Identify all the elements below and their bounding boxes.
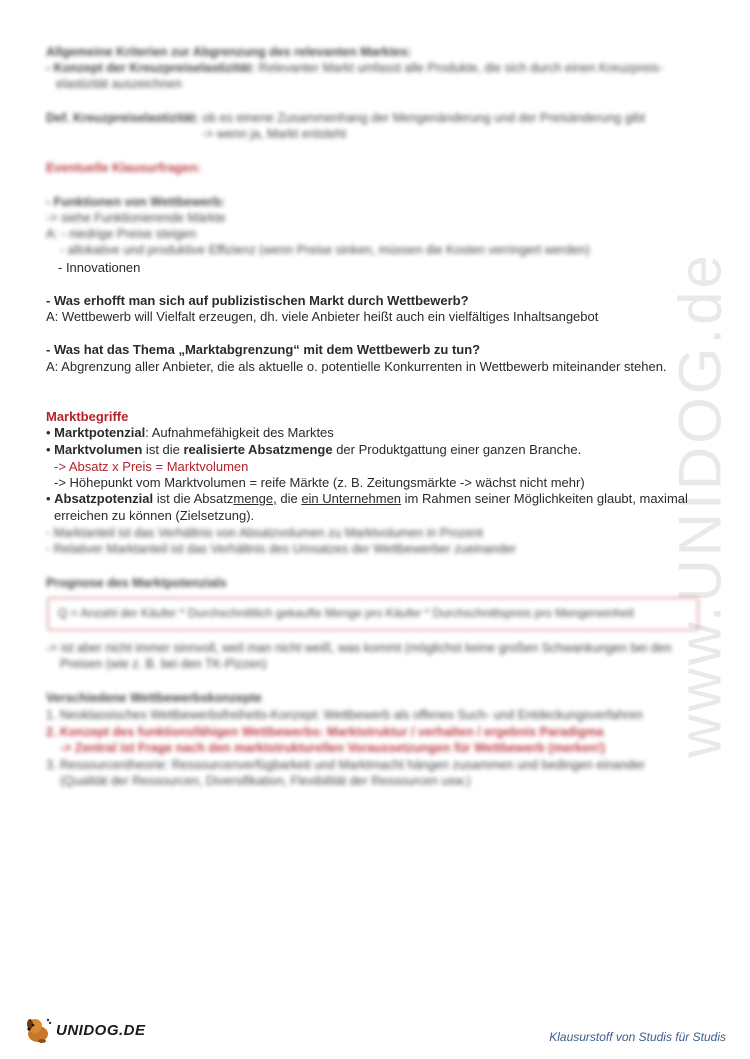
- unidog-logo[interactable]: [22, 1014, 146, 1046]
- dog-icon: [22, 1014, 54, 1046]
- def-line: [46, 110, 645, 126]
- bullet: •: [46, 442, 55, 457]
- concept-2b: -> Zentral ist Frage nach den marktstrukturellen Voraussetzungen für Wettbewerb (merken!): [60, 741, 606, 755]
- prognose-heading: Prognose des Marktpotenzials: [46, 576, 227, 590]
- section-marktbegriffe: Marktbegriffe: [46, 409, 129, 424]
- ap-c: im Rahmen seiner Möglichkeiten glaubt, maximal: [401, 491, 688, 506]
- bullet: •: [46, 425, 55, 440]
- concept-line: [46, 60, 663, 76]
- criteria-heading: Allgemeine Kriterien zur Abgrenzung des relevanten Marktes:: [46, 45, 412, 59]
- mv-formula: -> Absatz x Preis = Marktvolumen: [54, 459, 249, 474]
- ap-u2: ein Unternehmen: [301, 491, 402, 506]
- marktanteil-line: - Marktanteil ist das Verhältnis von Absatzvolumen zu Marktvolumen in Prozent: [46, 526, 484, 540]
- def-text: ob es einene Zusammenhang der Mengenänderung und der Preisänderung gibt: [198, 111, 645, 125]
- mv-label: Marktvolumen: [54, 442, 143, 457]
- note-line-2: Preisen (wie z. B. bei den TK-Pizzen): [60, 657, 267, 671]
- concept-label: - Konzept der Kreuzpreiselastizität:: [46, 61, 256, 75]
- q1-answer-b: A: - niedrige Preise steigen: [46, 227, 197, 241]
- concept-2: 2. Konzept des funktionsfähigen Wettbewerbs: Marktstruktur / verhalten / ergebnis Paradigma: [46, 725, 604, 739]
- ap-label: Absatzpotenzial: [54, 491, 154, 506]
- def-label: Def. Kreuzpreiselastizität:: [46, 111, 199, 125]
- innovation-item: - Innovationen: [58, 260, 141, 275]
- mp-label: Marktpotenzial: [54, 425, 146, 440]
- mv-mid: ist die: [142, 442, 184, 457]
- logo-text: UNIDOG.DE: [56, 1021, 146, 1039]
- question-2: - Was erhofft man sich auf publizistischen Markt durch Wettbewerb?: [46, 293, 469, 308]
- ap-u1: menge,: [233, 491, 277, 506]
- absatzpotenzial-item: [46, 491, 688, 507]
- def-cont: -> wenn ja, Markt entsteht: [202, 127, 347, 141]
- q1-answer-a: -> siehe Funktionierende Märkte: [46, 211, 226, 225]
- ap-a: ist die Absatz: [153, 491, 234, 506]
- answer-3: A: Abgrenzung aller Anbieter, die als aktuelle o. potentielle Konkurrenten in Wettbewerb miteinander stehen.: [46, 359, 667, 374]
- marktvolumen-item: [46, 442, 581, 458]
- concept-cont: elastizität auszeichnen: [56, 77, 182, 91]
- concepts-heading: Verschiedene Wettbewerbskonzepte: [46, 691, 262, 705]
- concept-3: 3. Ressourcentheorie: Ressourcenverfügbarkeit und Marktmacht hängen zusammen und bedingen einander: [46, 758, 645, 772]
- exam-heading: Eventuelle Klausurfragen:: [46, 161, 201, 175]
- mp-text: : Aufnahmefähigkeit des Marktes: [145, 425, 334, 440]
- q1-answer-c: - allokative und produktive Effizienz (wenn Preise sinken, müssen die Kosten verringert werden): [60, 243, 590, 257]
- bullet: •: [46, 491, 55, 506]
- question-3: - Was hat das Thema „Marktabgrenzung“ mit dem Wettbewerb zu tun?: [46, 342, 481, 357]
- mv-peak: -> Höhepunkt vom Marktvolumen = reife Märkte (z. B. Zeitungsmärkte -> wächst nicht mehr): [54, 475, 585, 490]
- concept-1: 1. Neoklassisches Wettbewerbsfreiheits-Konzept: Wettbewerb als offenes Such- und Entdeckungsverfahren: [46, 708, 643, 722]
- answer-2: A: Wettbewerb will Vielfalt erzeugen, dh. viele Anbieter heißt auch ein vielfältiges Inhaltsangebot: [46, 309, 599, 324]
- note-line-1: -> ist aber nicht immer sinnvoll, weil man nicht weiß, was kommt (möglichst keine großen Schwankungen bei den: [46, 641, 672, 655]
- ap-b: die: [276, 491, 302, 506]
- ap-cont: erreichen zu können (Zielsetzung).: [54, 508, 255, 523]
- watermark-text: www.UNIDOG.de: [666, 252, 734, 758]
- concept-text: Relevanter Markt umfasst alle Produkte, die sich durch einen Kreuzpreis-: [255, 61, 663, 75]
- concept-3b: (Qualität der Ressourcen, Diversifikation, Flexibilität der Ressourcen usw.): [60, 774, 471, 788]
- relativer-marktanteil-line: - Relativer Marktanteil ist das Verhältnis des Umsatzes der Wettbewerber zueinander: [46, 542, 517, 556]
- formula-text: Q = Anzahl der Käufer * Durchschnittlich gekaufte Menge pro Käufer * Durchschnittspreis pro Mengeneinheit: [58, 606, 634, 620]
- footer-tagline: Klausurstoff von Studis für Studis: [549, 1030, 726, 1044]
- mv-text: der Produktgattung einer ganzen Branche.: [332, 442, 582, 457]
- q1-question: - Funktionen von Wettbewerb:: [46, 195, 225, 209]
- mv-bold: realisierte Absatzmenge: [183, 442, 333, 457]
- marktpotenzial-item: [46, 425, 334, 441]
